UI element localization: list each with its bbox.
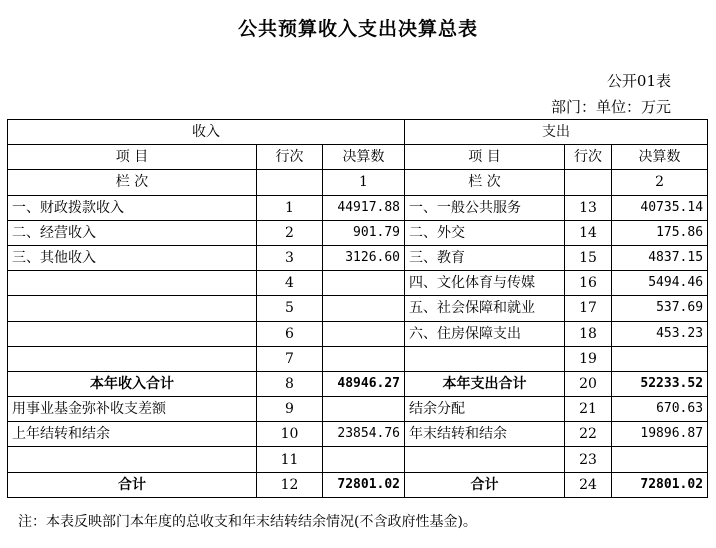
expense-rowno-cell: 23 (565, 447, 612, 472)
expense-rowno-header: 行次 (565, 145, 612, 170)
table-row (8, 472, 708, 497)
income-amount-header: 决算数 (323, 145, 405, 170)
income-amount-cell: 72801.02 (323, 472, 405, 497)
expense-item-cell: 一、一般公共服务 (405, 195, 565, 220)
income-rowno-cell: 2 (257, 220, 323, 245)
income-amount-cell: 44917.88 (323, 195, 405, 220)
income-column-blank (257, 170, 323, 195)
expense-amount-header: 决算数 (612, 145, 708, 170)
income-item-cell: 本年收入合计 (8, 371, 257, 396)
income-rowno-cell: 1 (257, 195, 323, 220)
income-rowno-cell: 7 (257, 346, 323, 371)
income-item-cell: 上年结转和结余 (8, 422, 257, 447)
expense-rowno-cell: 20 (565, 371, 612, 396)
income-rowno-cell: 5 (257, 296, 323, 321)
column-header-row (8, 145, 708, 170)
expense-item-cell: 结余分配 (405, 397, 565, 422)
expense-amount-cell: 40735.14 (612, 195, 708, 220)
expense-amount-cell (612, 447, 708, 472)
income-amount-cell: 23854.76 (323, 422, 405, 447)
income-item-cell (8, 296, 257, 321)
table-row (8, 220, 708, 245)
income-rowno-cell: 10 (257, 422, 323, 447)
section-header-row (8, 120, 708, 145)
income-amount-cell (323, 346, 405, 371)
expense-column-blank (565, 170, 612, 195)
expense-amount-cell: 72801.02 (612, 472, 708, 497)
income-amount-cell: 48946.27 (323, 371, 405, 396)
income-item-cell: 三、其他收入 (8, 245, 257, 270)
expense-amount-cell (612, 346, 708, 371)
table-row (8, 271, 708, 296)
expense-amount-cell: 670.63 (612, 397, 708, 422)
table-row (8, 397, 708, 422)
column-index-row (8, 170, 708, 195)
income-amount-cell (323, 271, 405, 296)
unit-label: 部门：单位：万元 (550, 98, 671, 116)
income-item-cell: 用事业基金弥补收支差额 (8, 397, 257, 422)
expense-rowno-cell: 14 (565, 220, 612, 245)
expense-item-cell: 合计 (405, 472, 565, 497)
expense-item-cell: 年末结转和结余 (405, 422, 565, 447)
expense-amount-cell: 19896.87 (612, 422, 708, 447)
income-rowno-header: 行次 (257, 145, 323, 170)
table-row (8, 447, 708, 472)
income-amount-cell (323, 447, 405, 472)
expense-amount-cell: 52233.52 (612, 371, 708, 396)
income-amount-cell (323, 296, 405, 321)
table-row (8, 296, 708, 321)
expense-column-index: 2 (612, 170, 708, 195)
expense-rowno-cell: 16 (565, 271, 612, 296)
expense-rowno-cell: 15 (565, 245, 612, 270)
income-item-cell: 二、经营收入 (8, 220, 257, 245)
expense-section-header: 支出 (405, 120, 708, 145)
expense-item-header: 项 目 (405, 145, 565, 170)
expense-amount-cell: 4837.15 (612, 245, 708, 270)
expense-rowno-cell: 13 (565, 195, 612, 220)
expense-rowno-cell: 22 (565, 422, 612, 447)
income-amount-cell (323, 321, 405, 346)
income-rowno-cell: 8 (257, 371, 323, 396)
income-rowno-cell: 11 (257, 447, 323, 472)
table-row (8, 321, 708, 346)
expense-amount-cell: 453.23 (612, 321, 708, 346)
expense-amount-cell: 537.69 (612, 296, 708, 321)
expense-rowno-cell: 24 (565, 472, 612, 497)
form-number: 公开01表 (606, 72, 671, 90)
expense-rowno-cell: 21 (565, 397, 612, 422)
income-item-cell: 合计 (8, 472, 257, 497)
report-title: 公共预算收入支出决算总表 (237, 18, 478, 40)
income-item-cell: 一、财政拨款收入 (8, 195, 257, 220)
table-row (8, 371, 708, 396)
income-column-label: 栏 次 (8, 170, 257, 195)
expense-rowno-cell: 18 (565, 321, 612, 346)
income-rowno-cell: 4 (257, 271, 323, 296)
expense-item-cell: 六、住房保障支出 (405, 321, 565, 346)
table-row (8, 195, 708, 220)
income-rowno-cell: 3 (257, 245, 323, 270)
income-section-header: 收入 (8, 120, 405, 145)
income-item-cell (8, 321, 257, 346)
expense-rowno-cell: 17 (565, 296, 612, 321)
footnote: 注：本表反映部门本年度的总收支和年末结转结余情况(不含政府性基金)。 (18, 514, 477, 530)
expense-amount-cell: 175.86 (612, 220, 708, 245)
expense-amount-cell: 5494.46 (612, 271, 708, 296)
expense-item-cell: 五、社会保障和就业 (405, 296, 565, 321)
income-column-index: 1 (323, 170, 405, 195)
income-item-cell (8, 346, 257, 371)
income-item-header: 项 目 (8, 145, 257, 170)
expense-item-cell: 本年支出合计 (405, 371, 565, 396)
income-rowno-cell: 6 (257, 321, 323, 346)
income-item-cell (8, 447, 257, 472)
expense-rowno-cell: 19 (565, 346, 612, 371)
income-item-cell (8, 271, 257, 296)
expense-item-cell: 三、教育 (405, 245, 565, 270)
income-amount-cell (323, 397, 405, 422)
income-rowno-cell: 12 (257, 472, 323, 497)
income-amount-cell: 901.79 (323, 220, 405, 245)
table-row (8, 422, 708, 447)
expense-column-label: 栏 次 (405, 170, 565, 195)
income-amount-cell: 3126.60 (323, 245, 405, 270)
expense-item-cell: 四、文化体育与传媒 (405, 271, 565, 296)
table-row (8, 245, 708, 270)
expense-item-cell (405, 447, 565, 472)
table-row (8, 346, 708, 371)
expense-item-cell (405, 346, 565, 371)
budget-summary-table (7, 119, 708, 498)
income-rowno-cell: 9 (257, 397, 323, 422)
expense-item-cell: 二、外交 (405, 220, 565, 245)
